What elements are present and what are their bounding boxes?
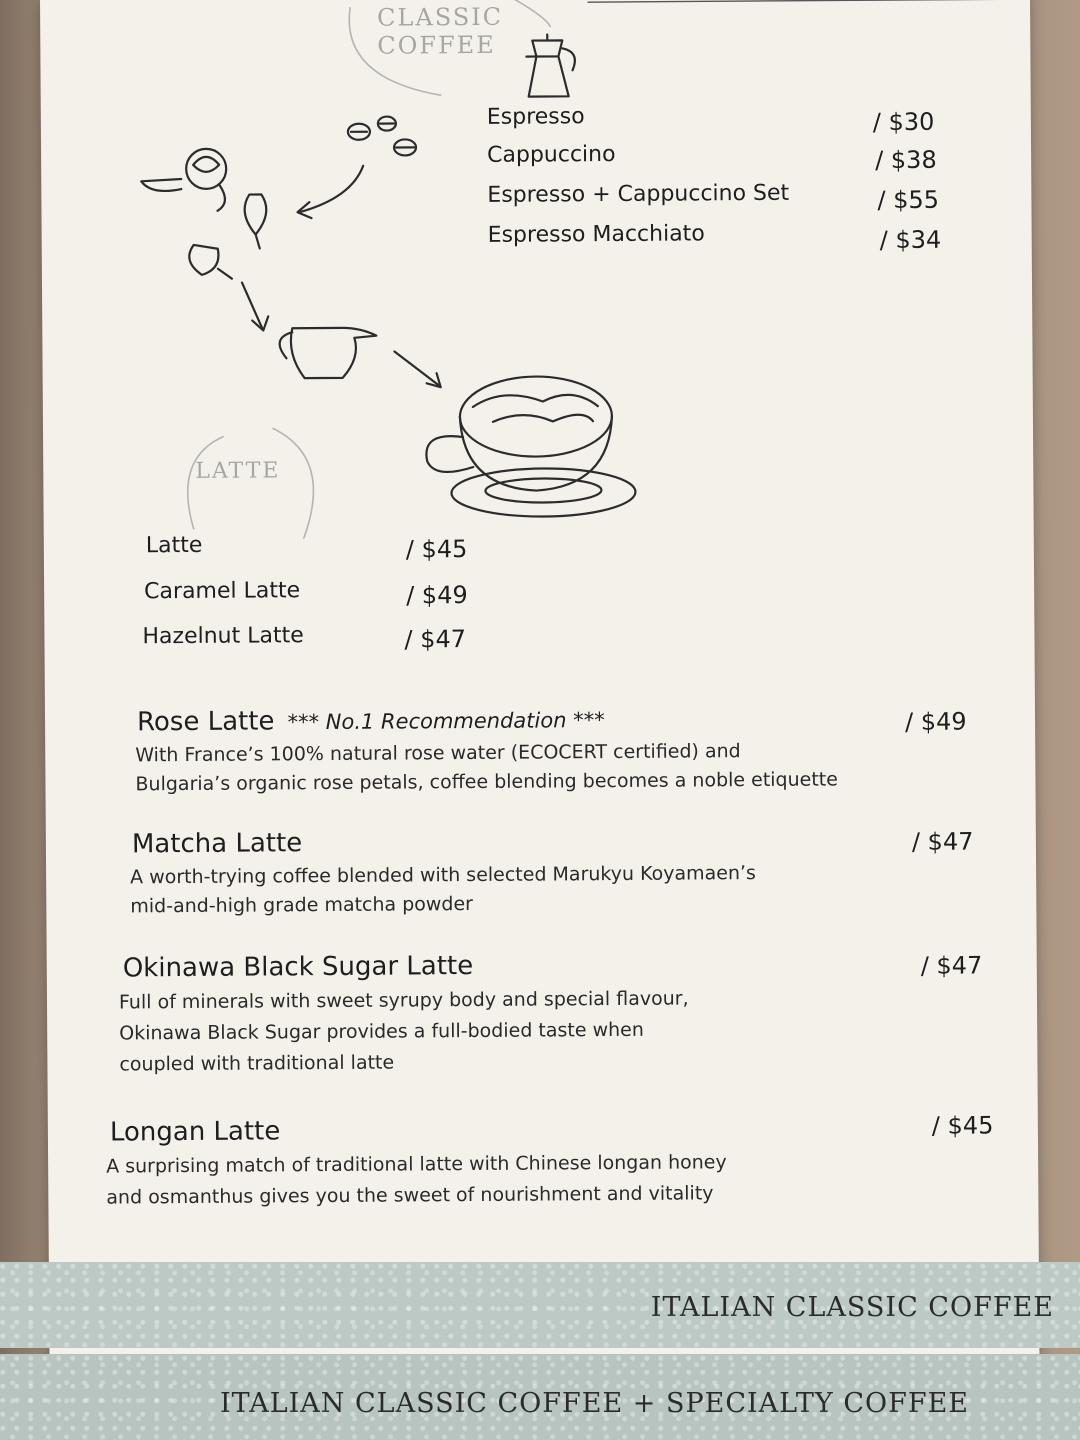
featured-item-rose-latte xyxy=(137,704,605,737)
description-line: Bulgaria’s organic rose petals, coffee blending becomes a noble etiquette xyxy=(135,768,838,796)
moka-pot-icon xyxy=(526,34,575,96)
menu-item-name: Espresso xyxy=(486,104,585,130)
menu-item-price: / $30 xyxy=(872,107,935,137)
recommendation-tag: *** No.1 Recommendation *** xyxy=(287,708,605,735)
menu-item-price: / $55 xyxy=(877,185,940,215)
rose-icon xyxy=(141,148,267,279)
menu-item-name: Espresso Macchiato xyxy=(487,221,705,248)
menu-item-price: / $38 xyxy=(875,145,937,175)
classic-coffee-stamp xyxy=(377,3,503,60)
footer-band-bottom xyxy=(0,1354,1080,1440)
description-line: A worth-trying coffee blended with selected Marukyu Koyamaen’s xyxy=(130,862,756,889)
featured-item-price: / $45 xyxy=(931,1111,994,1140)
featured-item-price: / $47 xyxy=(911,827,974,856)
description-line: and osmanthus gives you the sweet of nourishment and vitality xyxy=(106,1182,714,1209)
description-line: mid-and-high grade matcha powder xyxy=(130,892,474,918)
menu-item-price: / $34 xyxy=(879,225,942,255)
description-line: Okinawa Black Sugar provides a full-bodied taste when xyxy=(119,1018,644,1045)
featured-item-price: / $47 xyxy=(920,951,983,980)
featured-item-name: Longan Latte xyxy=(109,1116,281,1148)
menu-item-name: Hazelnut Latte xyxy=(142,623,304,650)
latte-cup-icon xyxy=(426,376,636,517)
footer-band-top xyxy=(0,1262,1080,1348)
menu-item-name: Cappuccino xyxy=(487,141,616,168)
menu-item-name: Latte xyxy=(145,532,203,559)
menu-item-name: Espresso + Cappuccino Set xyxy=(487,180,790,208)
featured-item-price: / $49 xyxy=(904,707,967,736)
menu-item-price: / $45 xyxy=(405,535,468,564)
classic-stamp-line1: CLASSIC xyxy=(377,2,504,32)
menu-item-name: Caramel Latte xyxy=(144,578,301,605)
description-line: A surprising match of traditional latte with Chinese longan honey xyxy=(106,1151,727,1178)
featured-item-matcha-latte xyxy=(132,828,303,859)
description-line: Full of minerals with sweet syrupy body and special flavour, xyxy=(118,987,689,1014)
featured-item-description xyxy=(130,859,756,921)
footer-slogan: ITALIAN CLASSIC COFFEE xyxy=(650,1292,1054,1323)
description-line: With France’s 100% natural rose water (ECOCERT certified) and xyxy=(135,740,741,767)
menu-item-price: / $49 xyxy=(406,581,468,610)
coffee-beans-icon xyxy=(348,116,416,155)
featured-item-name: Rose Latte xyxy=(136,706,275,738)
featured-item-description xyxy=(119,983,689,1080)
featured-item-longan-latte xyxy=(110,1116,281,1147)
featured-item-name: Okinawa Black Sugar Latte xyxy=(122,950,474,984)
featured-item-description xyxy=(135,736,838,799)
featured-item-description xyxy=(106,1147,727,1213)
classic-stamp-line2: COFFEE xyxy=(377,30,496,60)
footer-tagline: ITALIAN CLASSIC COFFEE + SPECIALTY COFFEE xyxy=(220,1388,969,1419)
milk-pitcher-icon xyxy=(280,328,377,379)
featured-item-okinawa-latte xyxy=(123,951,474,983)
description-line: coupled with traditional latte xyxy=(119,1051,395,1076)
menu-item-price: / $47 xyxy=(404,625,467,654)
featured-item-name: Matcha Latte xyxy=(131,828,303,860)
menu-page xyxy=(40,0,1040,1440)
latte-stamp: LATTE xyxy=(195,458,281,484)
